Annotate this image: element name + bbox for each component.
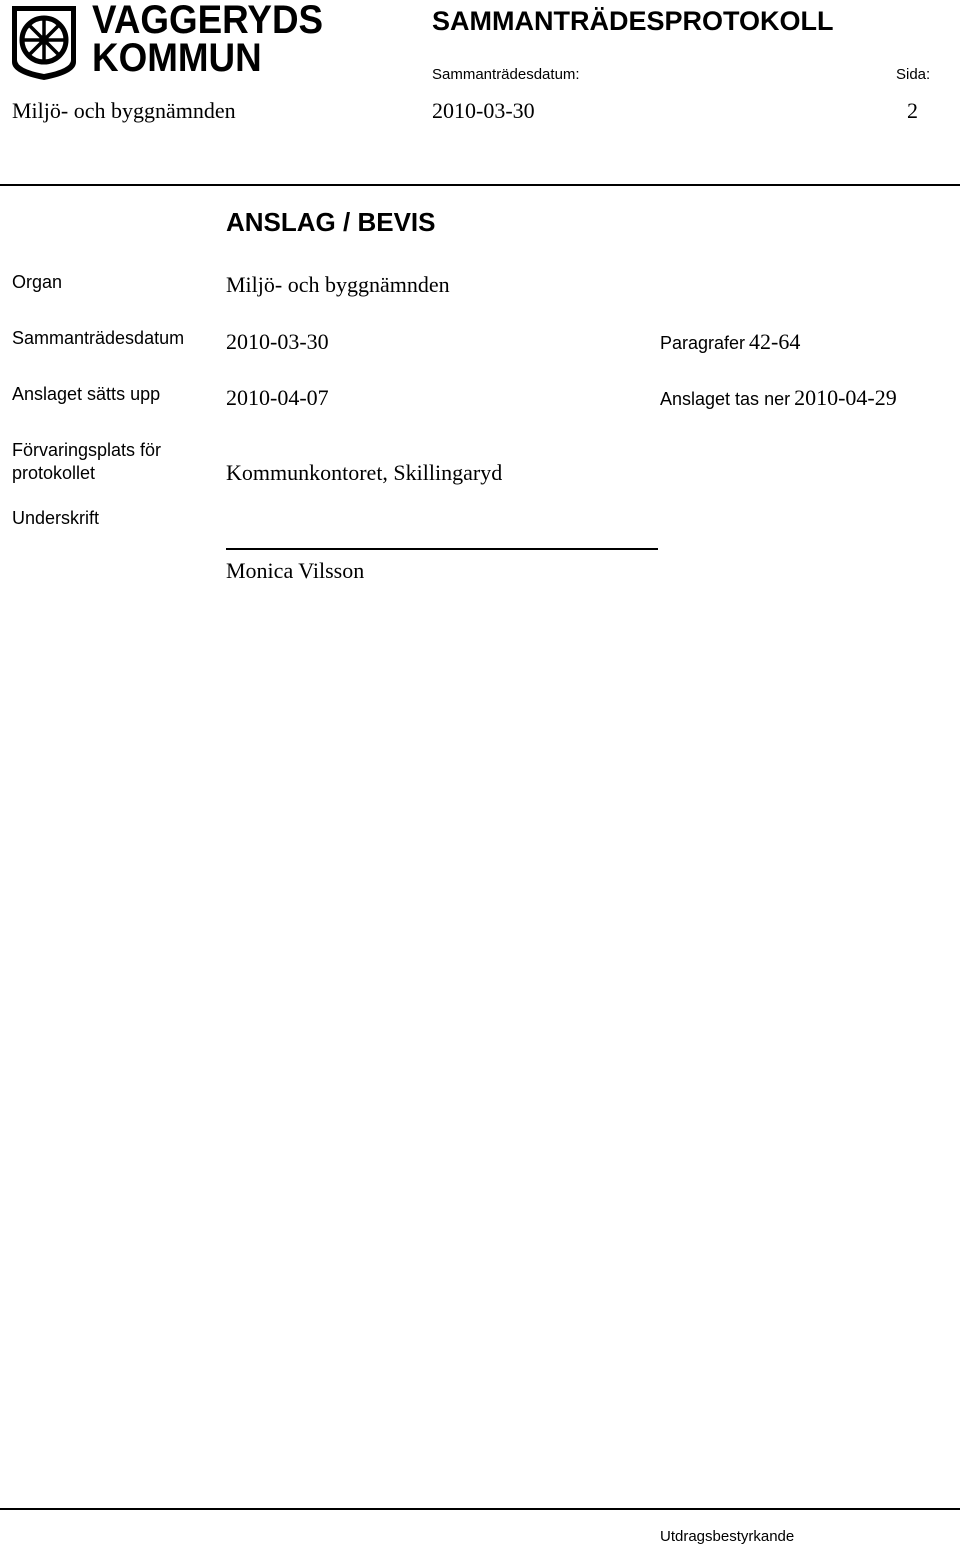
- storage-value: Kommunkontoret, Skillingaryd: [226, 460, 503, 485]
- meeting-date-label: Sammanträdesdatum:: [432, 66, 580, 83]
- footer-divider: [0, 1508, 960, 1510]
- date-label: Sammanträdesdatum: [12, 328, 185, 348]
- wheel-emblem-icon: [8, 2, 80, 82]
- header-divider: [0, 184, 960, 186]
- date-value: 2010-03-30: [226, 329, 329, 354]
- page-label: Sida:: [896, 66, 931, 83]
- removed-label: Anslaget tas ner: [660, 389, 791, 409]
- organ-value: Miljö- och byggnämnden: [226, 272, 450, 297]
- signature-line: [226, 548, 658, 550]
- body-name: Miljö- och byggnämnden: [12, 98, 236, 123]
- signature-label: Underskrift: [12, 508, 100, 528]
- notice-title: ANSLAG / BEVIS: [226, 207, 436, 237]
- posted-label: Anslaget sätts upp: [12, 384, 161, 404]
- removed-value: 2010-04-29: [794, 385, 897, 410]
- storage-label-line1: Förvaringsplats för: [12, 440, 162, 460]
- removed-field: [660, 385, 897, 411]
- storage-label-line2: protokollet: [12, 463, 96, 483]
- page-number: 2: [907, 98, 918, 123]
- paragraphs-value: 42-64: [749, 329, 801, 354]
- footer-label: Utdragsbestyrkande: [660, 1528, 795, 1545]
- organ-label: Organ: [12, 272, 63, 292]
- paragraphs-field: [660, 329, 800, 355]
- logo-line2: KOMMUN: [92, 36, 262, 80]
- meeting-date: 2010-03-30: [432, 98, 535, 123]
- paragraphs-label: Paragrafer: [660, 333, 746, 353]
- document-type: SAMMANTRÄDESPROTOKOLL: [432, 6, 834, 36]
- logo-line1: VAGGERYDS: [92, 0, 324, 42]
- signatory-name: Monica Vilsson: [226, 558, 365, 583]
- posted-value: 2010-04-07: [226, 385, 329, 410]
